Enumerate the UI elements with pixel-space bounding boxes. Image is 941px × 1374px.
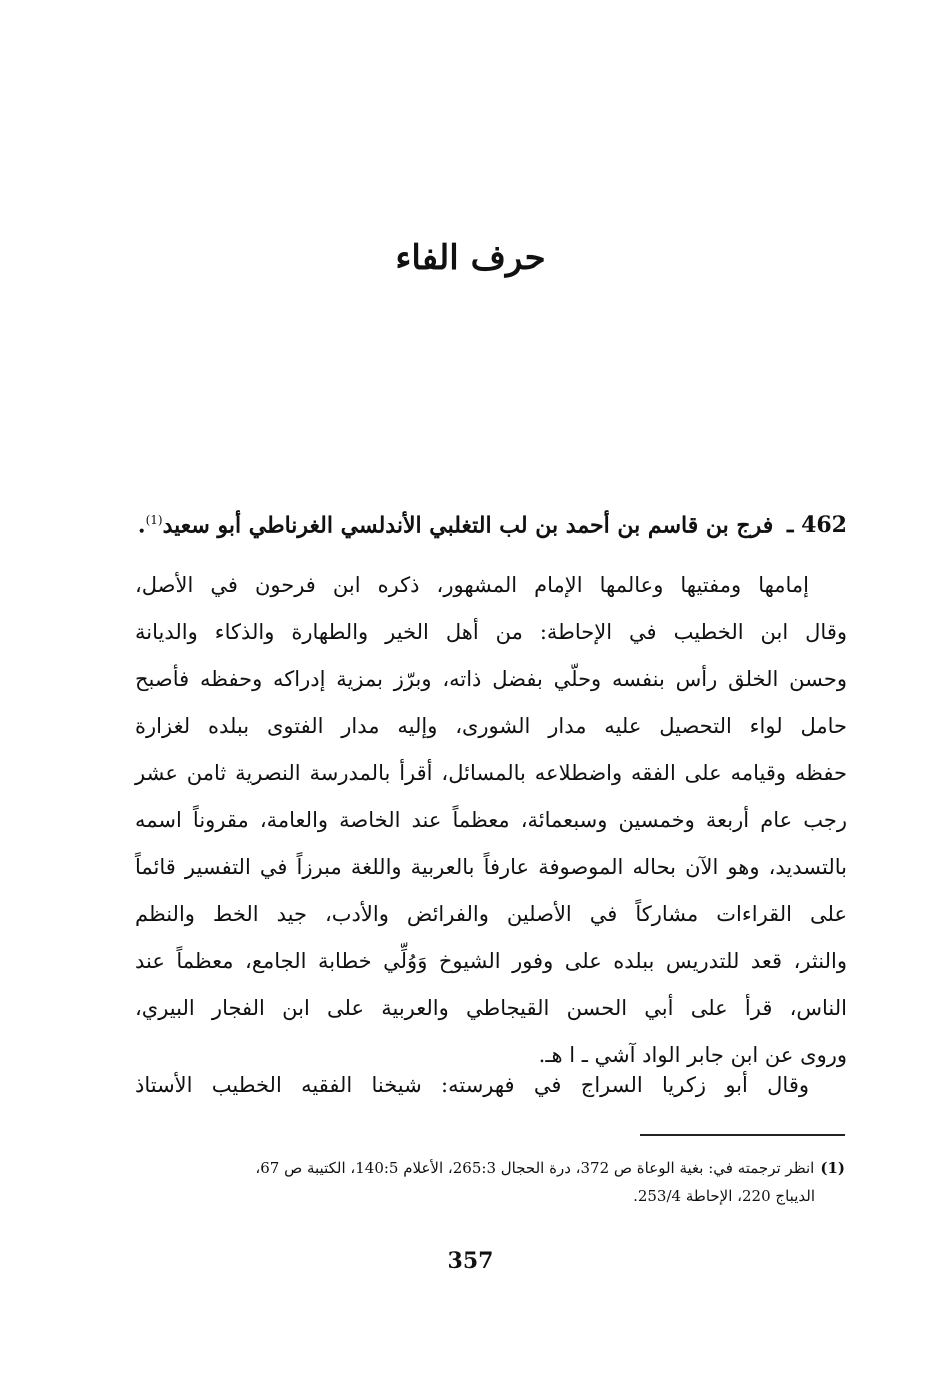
footnote-line-continued: الديباج 220، الإحاطة 253/4. (633, 1187, 815, 1205)
body-line: حامل لواء التحصيل عليه مدار الشورى، وإليه مدار الفتوى ببلده لغزارة (135, 714, 847, 738)
body-line: والنثر، قعد للتدريس ببلده على وفور الشيوخ وَوُلِّي خطابة الجامع، معظماً عند (135, 949, 847, 973)
body-line: وقال ابن الخطيب في الإحاطة: من أهل الخير والطهارة والذكاء والديانة (135, 620, 847, 644)
body-line: حفظه وقيامه على الفقه واضطلاعه بالمسائل، أقرأ بالمدرسة النصرية ثامن عشر (135, 761, 847, 785)
footnote-text: انظر ترجمته في: بغية الوعاة ص 372، درة الحجال 265:3، الأعلام 140:5، الكتيبة ص 67، (255, 1159, 815, 1177)
chapter-title: حرف الفاء (395, 238, 546, 278)
entry-heading-end: . (137, 512, 146, 539)
body-line: على القراءات مشاركاً في الأصلين والفرائض والأدب، جيد الخط والنظم (135, 902, 847, 926)
footnote-marker: (1) (820, 1159, 845, 1177)
body-line: إمامها ومفتيها وعالمها الإمام المشهور، ذكره ابن فرحون في الأصل، (135, 573, 809, 597)
footnote-line (133, 1154, 845, 1182)
footnote-divider (640, 1134, 845, 1136)
entry-name: فرج بن قاسم بن أحمد بن لب التغلبي الأندلسي الغرناطي أبو سعيد (162, 512, 774, 539)
second-paragraph: وقال أبو زكريا السراج في فهرسته: شيخنا الفقيه الخطيب الأستاذ (135, 1073, 809, 1097)
footnote-reference[interactable]: (1) (145, 513, 163, 527)
body-line: وحسن الخلق رأس بنفسه وحلّي بفضل ذاته، وبرّز بمزية إدراكه وحفظه فأصبح (135, 667, 847, 691)
body-line: رجب عام أربعة وخمسين وسبعمائة، معظماً عند الخاصة والعامة، مقروناً اسمه (135, 808, 847, 832)
body-paragraph (135, 562, 847, 1079)
body-line: وروى عن ابن جابر الواد آشي ـ ا هـ. (538, 1043, 847, 1067)
body-line: الناس، قرأ على أبي الحسن القيجاطي والعربية على ابن الفجار البيري، (135, 996, 847, 1020)
body-line: بالتسديد، وهو الآن بحاله الموصوفة عارفاً بالعربية واللغة مبرزاً في التفسير قائماً (135, 855, 847, 879)
page-number: 357 (447, 1248, 494, 1274)
footnotes (133, 1154, 845, 1210)
entry-number: 462 ـ (786, 512, 847, 539)
entry-heading (87, 500, 847, 545)
